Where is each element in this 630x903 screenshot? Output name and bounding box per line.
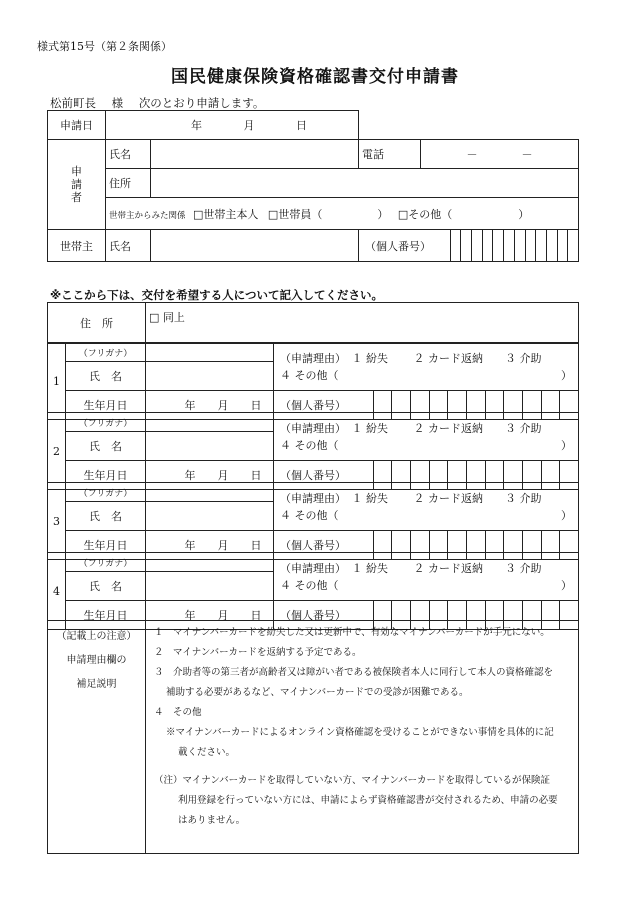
blank-cell: [359, 111, 579, 140]
phone-input[interactable]: － －: [421, 140, 579, 169]
birth-label: 生年月日: [66, 531, 146, 560]
sama-label: 様: [111, 96, 124, 110]
notes-left-3: 補足説明: [76, 679, 117, 690]
furigana-input[interactable]: [146, 553, 274, 572]
request-text: 次のとおり申請します。: [138, 96, 265, 110]
recipient-name-label: 氏 名: [66, 432, 146, 461]
furigana-input[interactable]: [146, 413, 274, 432]
notes-left-1: （記載上の注意）: [56, 631, 137, 642]
date-year: 年: [191, 119, 202, 132]
applicant-table: [47, 110, 579, 262]
reason-line1: （申請理由） １ 紛失 ２ カード返納 ３ 介助: [280, 491, 542, 505]
relation-row: [106, 198, 579, 230]
recipient-name-input[interactable]: [146, 432, 274, 461]
note-item-3: ３ 介助者等の第三者が高齢者又は障がい者である被保険者本人に同行して本人の資格確認を: [154, 667, 554, 678]
note-item-2: ２ マイナンバーカードを返納する予定である。: [154, 647, 362, 658]
note-item-6: （注）マイナンバーカードを取得していない方、マイナンバーカードを取得しているが保険証: [154, 775, 550, 786]
reason-cell[interactable]: [274, 553, 579, 601]
furigana-input[interactable]: [146, 343, 274, 362]
recipient-number: 1: [48, 343, 66, 420]
reason-line1: （申請理由） １ 紛失 ２ カード返納 ３ 介助: [280, 351, 542, 365]
date-field[interactable]: [106, 111, 359, 140]
date-month: 月: [243, 119, 255, 132]
furigana-label: （フリガナ）: [66, 483, 146, 502]
birth-label: 生年月日: [66, 461, 146, 490]
furigana-label: （フリガナ）: [66, 553, 146, 572]
reason-other: ４ その他（: [280, 508, 339, 522]
recipient-name-label: 氏 名: [66, 572, 146, 601]
date-day: 日: [296, 119, 307, 132]
reason-other: ４ その他（: [280, 438, 339, 452]
recipient-address-input[interactable]: [146, 303, 579, 344]
mynumber-boxes[interactable]: [440, 230, 578, 261]
furigana-input[interactable]: [146, 483, 274, 502]
note-item-6b: 利用登録を行っていない方には、申請によらず資格確認書が交付されるため、申請の必要: [178, 795, 558, 806]
address-input[interactable]: [151, 169, 579, 198]
reason-line2: [280, 577, 572, 594]
note-item-5b: 載ください。: [178, 747, 236, 758]
recipient-number: 2: [48, 413, 66, 490]
note-item-1: １ マイナンバーカードを紛失した又は更新中で、有効なマイナンバーカードが手元にない。: [154, 627, 550, 638]
notice-text: ※ここから下は、交付を希望する人について記入してください。: [50, 288, 383, 302]
notes-table: [47, 620, 579, 854]
head-name-input[interactable]: [151, 230, 359, 262]
reason-other: ４ その他（: [280, 578, 339, 592]
phone-label: 電話: [359, 140, 421, 169]
page-title: 国民健康保険資格確認書交付申請書: [171, 67, 459, 87]
same-checkbox[interactable]: □ 同上: [149, 311, 185, 324]
note-item-5: ※マイナンバーカードによるオンライン資格確認を受けることができない事情を具体的に記: [166, 727, 554, 738]
reason-other: ４ その他（: [280, 368, 339, 382]
recipient-block: [47, 482, 579, 560]
recipient-name-input[interactable]: [146, 502, 274, 531]
reason-cell[interactable]: [274, 343, 579, 391]
form-number: 様式第15号（第２条関係）: [37, 40, 172, 53]
birth-input[interactable]: 年 月 日: [146, 531, 274, 560]
recipient-name-label: 氏 名: [66, 362, 146, 391]
recipient-block: [47, 552, 579, 630]
reason-line1: （申請理由） １ 紛失 ２ カード返納 ３ 介助: [280, 421, 542, 435]
reason-close: ）: [561, 368, 572, 382]
head-label: 世帯主: [48, 230, 106, 262]
recipient-number: 3: [48, 483, 66, 560]
recipient-name-label: 氏 名: [66, 502, 146, 531]
recipient-mynumber-label: （個人番号）: [280, 399, 346, 412]
reason-cell[interactable]: [274, 483, 579, 531]
recipient-mynumber-label: （個人番号）: [280, 539, 346, 552]
head-name-label: 氏名: [106, 230, 151, 262]
notes-right: [146, 621, 579, 854]
applicant-label: 申請者: [48, 140, 106, 230]
recipient-number: 4: [48, 553, 66, 630]
recipient-address-label: 住 所: [48, 303, 146, 344]
applicant-name-input[interactable]: [151, 140, 359, 169]
head-mynumber[interactable]: [359, 230, 579, 262]
head-mynumber-label: （個人番号）: [365, 239, 431, 253]
relation-option-member[interactable]: □世帯員（ ）: [267, 207, 389, 221]
birth-input[interactable]: 年 月 日: [146, 391, 274, 420]
note-item-4: ４ その他: [154, 707, 202, 718]
address-label: 住所: [106, 169, 151, 198]
recipient-mynumber-label: （個人番号）: [280, 609, 346, 622]
date-label: 申請日: [48, 111, 106, 140]
relation-label: 世帯主からみた関係: [109, 210, 186, 221]
reason-line1: （申請理由） １ 紛失 ２ カード返納 ３ 介助: [280, 561, 542, 575]
reason-close: ）: [561, 438, 572, 452]
recipient-block: [47, 412, 579, 490]
recipient-block: [47, 342, 579, 420]
recipient-table: [47, 302, 579, 344]
mayor-label: 松前町長: [50, 96, 96, 110]
furigana-label: （フリガナ）: [66, 413, 146, 432]
relation-option-other[interactable]: □その他（ ）: [397, 207, 530, 221]
reason-cell[interactable]: [274, 413, 579, 461]
birth-input[interactable]: 年 月 日: [146, 601, 274, 630]
applicant-name-label: 氏名: [106, 140, 151, 169]
addressee: [50, 95, 276, 111]
birth-label: 生年月日: [66, 601, 146, 630]
recipient-mynumber-label: （個人番号）: [280, 469, 346, 482]
recipient-name-input[interactable]: [146, 572, 274, 601]
reason-line2: [280, 367, 572, 384]
recipient-name-input[interactable]: [146, 362, 274, 391]
furigana-label: （フリガナ）: [66, 343, 146, 362]
reason-line2: [280, 507, 572, 524]
reason-line2: [280, 437, 572, 454]
relation-option-self[interactable]: □世帯主本人: [193, 207, 259, 221]
notes-left-2: 申請理由欄の: [66, 655, 127, 666]
birth-label: 生年月日: [66, 391, 146, 420]
note-item-3b: 補助する必要があるなど、マイナンバーカードでの受診が困難である。: [166, 687, 469, 698]
note-item-6c: はありません。: [178, 815, 246, 826]
birth-input[interactable]: 年 月 日: [146, 461, 274, 490]
reason-close: ）: [561, 578, 572, 592]
notes-left: [48, 621, 146, 854]
reason-close: ）: [561, 508, 572, 522]
